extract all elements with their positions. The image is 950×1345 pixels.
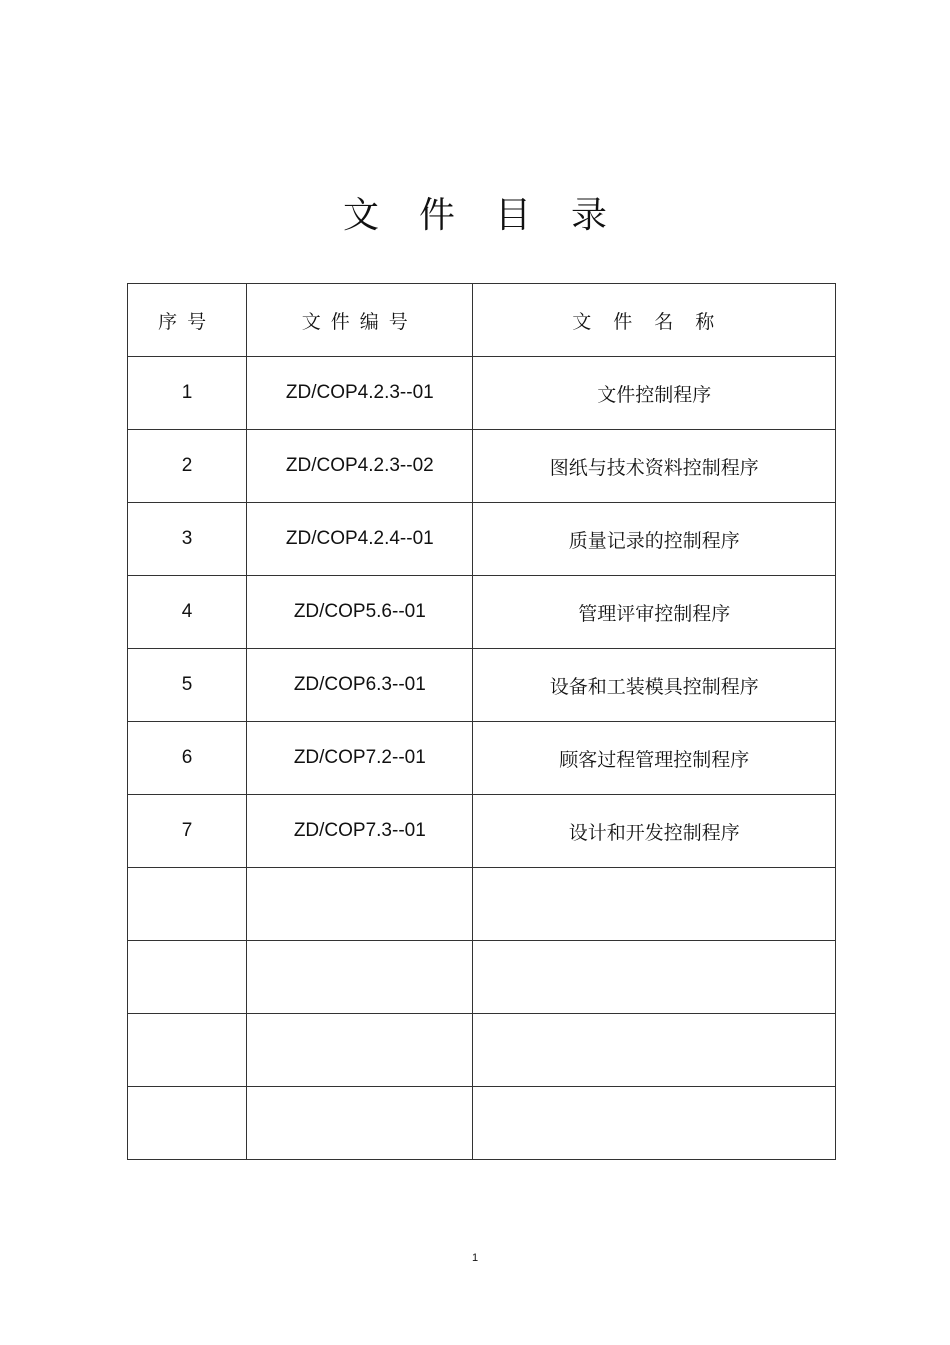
cell-file-name: 管理评审控制程序 — [473, 576, 836, 649]
cell-file-code — [247, 1014, 473, 1087]
cell-serial-number — [128, 868, 247, 941]
cell-serial-number: 7 — [128, 795, 247, 868]
table-row — [128, 430, 836, 503]
cell-file-name: 顾客过程管理控制程序 — [473, 722, 836, 795]
cell-serial-number: 2 — [128, 430, 247, 503]
cell-file-code: ZD/COP7.2--01 — [247, 722, 473, 795]
table-row — [128, 576, 836, 649]
header-serial-number: 序号 — [128, 284, 247, 357]
cell-file-code: ZD/COP7.3--01 — [247, 795, 473, 868]
file-catalog-table — [127, 283, 836, 1160]
cell-serial-number — [128, 1087, 247, 1160]
cell-serial-number — [128, 1014, 247, 1087]
table-row-empty — [128, 941, 836, 1014]
cell-serial-number — [128, 941, 247, 1014]
document-title: 文件目录 — [342, 195, 647, 236]
table-row-empty — [128, 1014, 836, 1087]
table-row — [128, 649, 836, 722]
cell-serial-number: 4 — [128, 576, 247, 649]
cell-file-code — [247, 868, 473, 941]
cell-file-code: ZD/COP5.6--01 — [247, 576, 473, 649]
cell-file-name: 设备和工装模具控制程序 — [473, 649, 836, 722]
cell-file-name: 文件控制程序 — [473, 357, 836, 430]
cell-file-code: ZD/COP4.2.3--01 — [247, 357, 473, 430]
cell-file-name — [473, 868, 836, 941]
cell-file-name — [473, 1087, 836, 1160]
cell-file-name — [473, 941, 836, 1014]
table-header-row — [128, 284, 836, 357]
cell-file-name: 设计和开发控制程序 — [473, 795, 836, 868]
table-row — [128, 503, 836, 576]
cell-serial-number: 3 — [128, 503, 247, 576]
cell-file-code — [247, 941, 473, 1014]
header-file-name: 文件名称 — [473, 284, 836, 357]
cell-serial-number: 1 — [128, 357, 247, 430]
cell-serial-number: 6 — [128, 722, 247, 795]
cell-file-code: ZD/COP4.2.4--01 — [247, 503, 473, 576]
table-row — [128, 357, 836, 430]
page-number: 1 — [471, 1252, 479, 1264]
table-row — [128, 722, 836, 795]
cell-file-name: 质量记录的控制程序 — [473, 503, 836, 576]
cell-file-code — [247, 1087, 473, 1160]
cell-file-name: 图纸与技术资料控制程序 — [473, 430, 836, 503]
table-row — [128, 795, 836, 868]
table-row-empty — [128, 868, 836, 941]
cell-file-code: ZD/COP6.3--01 — [247, 649, 473, 722]
table-row-empty — [128, 1087, 836, 1160]
cell-serial-number: 5 — [128, 649, 247, 722]
cell-file-name — [473, 1014, 836, 1087]
cell-file-code: ZD/COP4.2.3--02 — [247, 430, 473, 503]
header-file-code: 文件编号 — [247, 284, 473, 357]
